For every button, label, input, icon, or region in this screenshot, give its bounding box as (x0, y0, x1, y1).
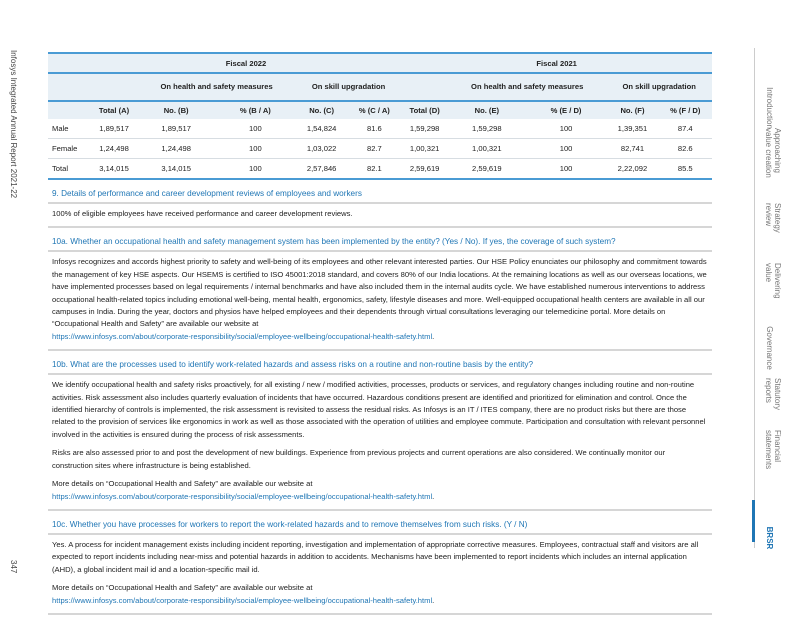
group-header: On skill upgradation (296, 73, 402, 101)
table-cell: 1,24,498 (137, 139, 215, 159)
table-cell: 100 (215, 159, 296, 180)
table-cell: 1,59,298 (448, 119, 526, 139)
nav-tab-brsr[interactable]: BRSR (765, 526, 774, 550)
table-cell: 82.7 (347, 139, 401, 159)
table-cell: 100 (526, 119, 607, 139)
sidebar-divider (754, 48, 755, 548)
table-cell: 1,00,321 (448, 139, 526, 159)
table-cell: 82.6 (659, 139, 712, 159)
section-10b-text: We identify occupational health and safety risks proactively, for all existing / new / modified activities, processes, products or services, and regulatory changes including routine and non-routine activities. Risk assessment also includes quarterly evaluation of incidents that have occurred. Hazardous conditions present are identified and prioritized for elimination and control. Once the identified hierarchy of controls is implemented, the risk assessment is revisited to assess the residual risks. As Infosys is an IT / ITES company, there are no product risks but there are those related to the provision of services like ergonomics in work as well as those associated with the operation of utilities and employee commute. Participation and consultation with relevant personnel involved in the activities is ensured during the process of risk assessments. (52, 380, 706, 439)
nav-tab-financial-statements[interactable]: Financial statements (764, 430, 782, 470)
column-header: No. (E) (448, 101, 526, 119)
year-header: Fiscal 2021 (401, 53, 712, 73)
table-cell: 2,22,092 (606, 159, 658, 180)
table-cell: 1,89,517 (91, 119, 138, 139)
report-title: Infosys Integrated Annual Report 2021-22 (9, 50, 18, 199)
page-number: 347 (9, 560, 18, 574)
table-cell: 1,59,298 (401, 119, 448, 139)
table-cell: 100 (215, 139, 296, 159)
section-9-heading: 9. Details of performance and career development reviews of employees and workers (48, 180, 712, 204)
table-cell: 3,14,015 (137, 159, 215, 180)
section-10a-heading: 10a. Whether an occupational health and safety management system has been implemented by the entity? (Yes / No). If yes, the coverage of such system? (48, 228, 712, 252)
table-cell: 1,54,824 (296, 119, 348, 139)
table-cell: 1,00,321 (401, 139, 448, 159)
table-cell: 1,89,517 (137, 119, 215, 139)
section-10b-text: More details on “Occupational Health and Safety” are available our website at (52, 479, 313, 489)
row-label: Male (48, 119, 91, 139)
column-header: % (F / D) (659, 101, 712, 119)
column-header: Total (A) (91, 101, 138, 119)
ohs-link[interactable]: https://www.infosys.com/about/corporate-responsibility/social/employee-wellbeing/occupational-health-safety.html (52, 595, 433, 605)
table-cell: 2,59,619 (448, 159, 526, 180)
section-10a-text: Infosys recognizes and accords highest priority to safety and well-being of its employees and other relevant interested parties. Our HSE Policy enunciates our philosophy and commitment towards the management of key HSE aspects. Our HSEMS is certified to ISO 45001:2018 standard, and covers 80% of our India locations. At the remaining locations as well as our overseas locations, we have implemented processes based on legal requirements / internal benchmarks and have also included them in the internal audits cycle. We have established numerous interventions to address occupational health-related topics including emotional well-being, mental health, ergonomics, safety, lifestyle diseases and more. Well-equipped occupational health centers are available in all our campuses in India. During the year, doctors and physios have helped employees and their dependents through virtual consultations leveraging our telemedicine portal. More details on “Occupational Health and Safety” are available our website at (52, 257, 707, 329)
row-label: Female (48, 139, 91, 159)
table-cell: 82.1 (347, 159, 401, 180)
nav-tab-governance[interactable]: Governance (765, 326, 774, 370)
table-cell: 1,39,351 (606, 119, 658, 139)
table-cell: 82,741 (606, 139, 658, 159)
section-10c-heading: 10c. Whether you have processes for workers to report the work-related hazards and to remove themselves from such risks. (Y / N) (48, 511, 712, 535)
column-header: Total (D) (401, 101, 448, 119)
section-10c-text: Yes. A process for incident management exists including incident reporting, investigation and implementation of appropriate corrective measures. Employees, contractual staff and visitors are all expected to report incidents including near-miss and potential hazards in addition to accidents. Mechanisms have been implemented to report incidents which includes an internal application (AHD), a global incident mail id and a location-specific mail id. (52, 539, 699, 574)
table-cell: 3,14,015 (91, 159, 138, 180)
section-10c-text: More details on “Occupational Health and Safety” are available our website at (52, 583, 313, 593)
group-header: On skill upgradation (606, 73, 712, 101)
page-content: Fiscal 2022 Fiscal 2021 On health and safety measures On skill upgradation On health and safety measures On skill upgradation Total (A) No. (B) % (B / A) No. (C) % (C / A) Total (D) No. (E) % (E / D) No. (F) % (F / D) Male 1,89,517 1,89,517 100 1,54,824 81.6 1,59,298 1,59,298 100 1,39,351 87.4 Female 1,24,498 1,24,498 100 1,03,022 82.7 1,00,321 1,00,321 100 82,741 82.6 Total 3,14,015 3,14,015 100 2,57,846 82.1 2,59,619 2,59,619 100 2,22,092 85.5 9. Details of performance and career development reviews of employees and workers 100% of eligible employees have received performance and career development reviews. 10a. Whether an occupational health and safety management system has been implemented by the entity? (Yes / No). If yes, the coverage of such system? Infosys recognizes and accords highest priority to safety and well-being of its employees and other relevant interested parties. Our HSE Policy enunciates our philosophy and commitment towards the management of key HSE aspects. Our HSEMS is certified to ISO 45001:2018 standard, and covers 80% of our India locations. At the remaining locations as well as our overseas locations, we have implemented processes based on legal requirements / internal benchmarks and have also included them in the internal audits cycle. We have established numerous interventions to address occupational health-related topics including emotional well-being, mental health, ergonomics, safety, lifestyle diseases and more. Well-equipped occupational health centers are available in all our campuses in India. During the year, doctors and physios have helped employees and their dependents through virtual consultations leveraging our telemedicine portal. More details on “Occupational Health and Safety” are available our website at https://www.infosys.com/about/corporate-responsibility/social/employee-wellbeing/occupational-health-safety.html. 10b. What are the processes used to identify work-related hazards and assess risks on a routine and non-routine basis by the entity? We identify occupational health and safety risks proactively, for all existing / new / modified activities, processes, products or services, and regulatory changes including routine and non-routine activities. Risk assessment also includes quarterly evaluation of incidents that have occurred. Hazardous conditions present are identified and prioritized for elimination and control. Once the identified hierarchy of controls is implemented, the risk assessment is revisited to assess the residual risks. As Infosys is an IT / ITES company, there are no product risks but there are those related to the provision of services like ergonomics in work as well as those associated with the operation of utilities and employee commute. Participation and consultation with relevant personnel involved in the activities is ensured during the process of risk assessments. Risks are also assessed prior to and post the development of new buildings. Experience from previous projects and current operations are also considered. We continually monitor our construction sites where infrastructure is being established. More details on “Occupational Health and Safety” are available our website at https://www.infosys.com/about/corporate-responsibility/social/employee-wellbeing/occupational-health-safety.html. 10c. Whether you have processes for workers to report the work-related hazards and to remove themselves from such risks. (Y / N) Yes. A process for incident management exists including incident reporting, investigation and implementation of appropriate corrective measures. Employees, contractual staff and visitors are all expected to report incidents including near-miss and potential hazards in addition to accidents. Mechanisms have been implemented to report incidents which includes an internal application (AHD), a global incident mail id and a location-specific mail id. More details on “Occupational Health and Safety” are available our website at https://www.infosys.com/about/corporate-responsibility/social/employee-wellbeing/occupational-health-safety.html. (48, 52, 712, 615)
nav-tab-approaching-value-creation[interactable]: Approaching value creation (764, 128, 782, 178)
column-header: No. (C) (296, 101, 348, 119)
section-10b-heading: 10b. What are the processes used to identify work-related hazards and assess risks on a routine and non-routine basis by the entity? (48, 351, 712, 375)
table-cell: 2,57,846 (296, 159, 348, 180)
ohs-link[interactable]: https://www.infosys.com/about/corporate-responsibility/social/employee-wellbeing/occupational-health-safety.html (52, 491, 433, 501)
column-header: % (B / A) (215, 101, 296, 119)
table-cell: 100 (526, 139, 607, 159)
year-header: Fiscal 2022 (91, 53, 402, 73)
nav-tab-delivering-value[interactable]: Delivering value (764, 263, 782, 299)
column-header: % (E / D) (526, 101, 607, 119)
group-header: On health and safety measures (137, 73, 295, 101)
training-table (48, 52, 712, 180)
table-cell: 100 (526, 159, 607, 180)
nav-tab-statutory-reports[interactable]: Statutory reports (764, 378, 782, 411)
table-row (48, 139, 712, 159)
table-cell: 2,59,619 (401, 159, 448, 180)
column-header: No. (F) (606, 101, 658, 119)
row-label: Total (48, 159, 91, 180)
table-row (48, 159, 712, 180)
section-10b-text: Risks are also assessed prior to and post the development of new buildings. Experience from previous projects and current operations are also considered. We continually monitor our construction sites where infrastructure is being established. (52, 448, 666, 470)
table-row (48, 119, 712, 139)
table-cell: 1,03,022 (296, 139, 348, 159)
table-cell: 85.5 (659, 159, 712, 180)
section-9-text: 100% of eligible employees have received performance and career development reviews. (52, 209, 353, 218)
group-header: On health and safety measures (448, 73, 606, 101)
nav-tab-strategy-review[interactable]: Strategy review (764, 203, 782, 233)
table-cell: 100 (215, 119, 296, 139)
ohs-link[interactable]: https://www.infosys.com/about/corporate-responsibility/social/employee-wellbeing/occupational-health-safety.html (52, 331, 433, 341)
table-cell: 1,24,498 (91, 139, 138, 159)
active-tab-indicator (752, 500, 755, 542)
nav-tab-introduction[interactable]: Introduction (765, 87, 774, 129)
table-cell: 87.4 (659, 119, 712, 139)
column-header: No. (B) (137, 101, 215, 119)
column-header: % (C / A) (347, 101, 401, 119)
table-cell: 81.6 (347, 119, 401, 139)
